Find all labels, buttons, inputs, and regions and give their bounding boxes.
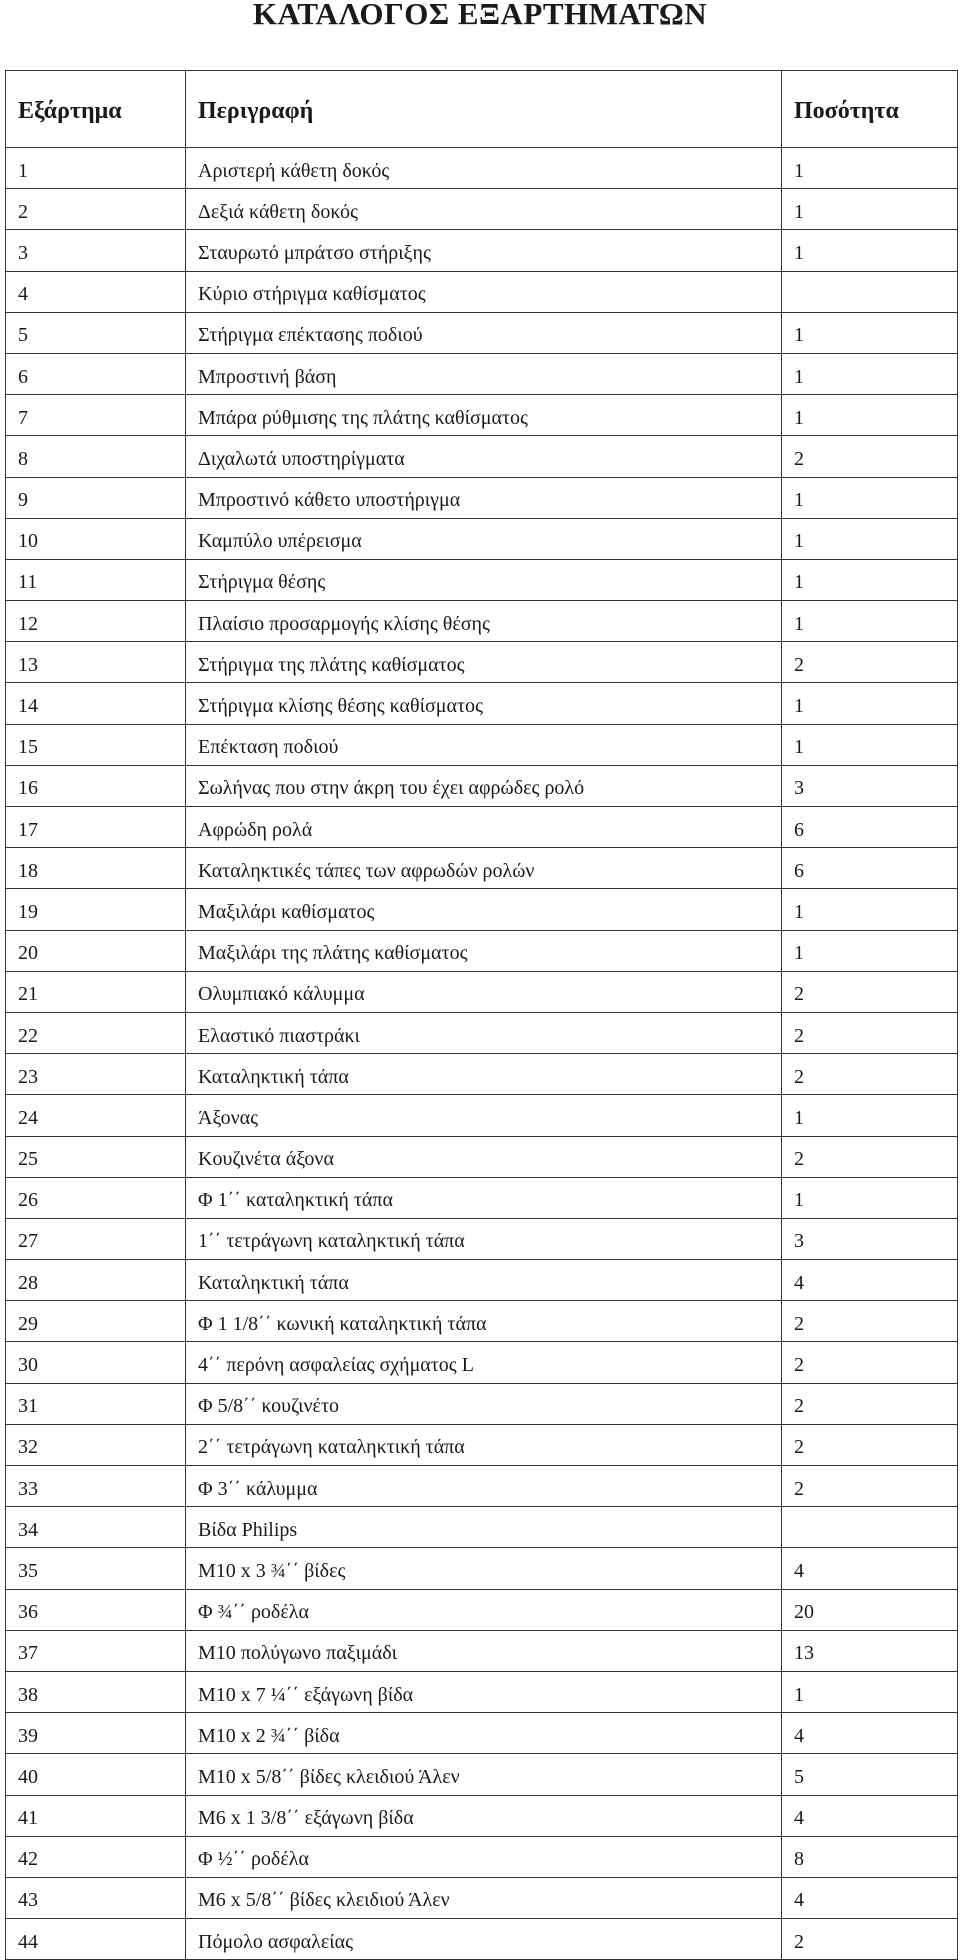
cell-part: 31 (6, 1383, 186, 1424)
cell-description: Φ 3΄΄ κάλυμμα (186, 1466, 782, 1507)
cell-part: 12 (6, 601, 186, 642)
header-quantity: Ποσότητα (782, 71, 958, 148)
cell-part: 9 (6, 477, 186, 518)
cell-description: Στήριγμα της πλάτης καθίσματος (186, 642, 782, 683)
table-row (6, 1012, 958, 1053)
cell-description: Στήριγμα επέκτασης ποδιού (186, 312, 782, 353)
cell-quantity: 2 (782, 1466, 958, 1507)
table-row (6, 1754, 958, 1795)
cell-quantity: 2 (782, 1301, 958, 1342)
table-row (6, 1218, 958, 1259)
cell-quantity: 3 (782, 1218, 958, 1259)
table-row (6, 1466, 958, 1507)
cell-quantity: 1 (782, 395, 958, 436)
cell-description: Μπροστινή βάση (186, 353, 782, 394)
cell-quantity: 1 (782, 353, 958, 394)
table-row (6, 1877, 958, 1918)
cell-quantity: 4 (782, 1713, 958, 1754)
table-row (6, 1919, 958, 1960)
table-row (6, 1301, 958, 1342)
cell-quantity: 1 (782, 559, 958, 600)
cell-quantity: 1 (782, 189, 958, 230)
cell-part: 16 (6, 765, 186, 806)
cell-description: Φ 1 1/8΄΄ κωνική καταληκτική τάπα (186, 1301, 782, 1342)
table-row (6, 1548, 958, 1589)
cell-description: M6 x 1 3/8΄΄ εξάγωνη βίδα (186, 1795, 782, 1836)
cell-quantity: 5 (782, 1754, 958, 1795)
cell-part: 38 (6, 1671, 186, 1712)
cell-quantity: 8 (782, 1836, 958, 1877)
cell-quantity: 2 (782, 1012, 958, 1053)
table-row (6, 1383, 958, 1424)
table-row (6, 1671, 958, 1712)
cell-description: Αριστερή κάθετη δοκός (186, 148, 782, 189)
table-row (6, 1589, 958, 1630)
cell-quantity (782, 1507, 958, 1548)
cell-description: M6 x 5/8΄΄ βίδες κλειδιού Άλεν (186, 1877, 782, 1918)
table-row (6, 1713, 958, 1754)
header-description: Περιγραφή (186, 71, 782, 148)
cell-description: Κύριο στήριγμα καθίσματος (186, 271, 782, 312)
cell-part: 15 (6, 724, 186, 765)
cell-description: 1΄΄ τετράγωνη καταληκτική τάπα (186, 1218, 782, 1259)
header-row (6, 71, 958, 148)
cell-description: Φ ½΄΄ ροδέλα (186, 1836, 782, 1877)
cell-description: Στήριγμα κλίσης θέσης καθίσματος (186, 683, 782, 724)
table-row (6, 1424, 958, 1465)
cell-quantity: 1 (782, 1671, 958, 1712)
cell-quantity: 2 (782, 1919, 958, 1960)
cell-quantity: 2 (782, 1054, 958, 1095)
cell-description: Άξονας (186, 1095, 782, 1136)
cell-part: 40 (6, 1754, 186, 1795)
cell-description: Ελαστικό πιαστράκι (186, 1012, 782, 1053)
table-row (6, 189, 958, 230)
cell-part: 8 (6, 436, 186, 477)
cell-description: Φ 5/8΄΄ κουζινέτο (186, 1383, 782, 1424)
cell-part: 42 (6, 1836, 186, 1877)
cell-part: 21 (6, 971, 186, 1012)
cell-description: M10 x 5/8΄΄ βίδες κλειδιού Άλεν (186, 1754, 782, 1795)
cell-part: 4 (6, 271, 186, 312)
cell-quantity: 1 (782, 230, 958, 271)
cell-part: 18 (6, 848, 186, 889)
table-row (6, 807, 958, 848)
table-row (6, 395, 958, 436)
table-row (6, 765, 958, 806)
cell-part: 22 (6, 1012, 186, 1053)
cell-description: Σταυρωτό μπράτσο στήριξης (186, 230, 782, 271)
cell-part: 13 (6, 642, 186, 683)
table-row (6, 1507, 958, 1548)
cell-part: 5 (6, 312, 186, 353)
table-row (6, 930, 958, 971)
table-row (6, 271, 958, 312)
cell-description: Πλαίσιο προσαρμογής κλίσης θέσης (186, 601, 782, 642)
cell-quantity: 1 (782, 889, 958, 930)
cell-part: 32 (6, 1424, 186, 1465)
table-row (6, 1630, 958, 1671)
cell-description: Σωλήνας που στην άκρη του έχει αφρώδες ρολό (186, 765, 782, 806)
cell-quantity: 4 (782, 1548, 958, 1589)
cell-description: 2΄΄ τετράγωνη καταληκτική τάπα (186, 1424, 782, 1465)
table-row (6, 1136, 958, 1177)
cell-part: 43 (6, 1877, 186, 1918)
cell-quantity: 1 (782, 1177, 958, 1218)
cell-description: Βίδα Philips (186, 1507, 782, 1548)
cell-quantity: 2 (782, 1424, 958, 1465)
cell-part: 19 (6, 889, 186, 930)
cell-part: 10 (6, 518, 186, 559)
table-row (6, 477, 958, 518)
page-title: ΚΑΤΑΛΟΓΟΣ ΕΞΑΡΤΗΜΑΤΩΝ (252, 0, 708, 31)
cell-part: 36 (6, 1589, 186, 1630)
cell-description: Κουζινέτα άξονα (186, 1136, 782, 1177)
table-row (6, 518, 958, 559)
cell-part: 33 (6, 1466, 186, 1507)
cell-part: 30 (6, 1342, 186, 1383)
cell-part: 44 (6, 1919, 186, 1960)
cell-description: M10 x 7 ¼΄΄ εξάγωνη βίδα (186, 1671, 782, 1712)
cell-part: 35 (6, 1548, 186, 1589)
table-body (6, 148, 958, 1960)
cell-part: 39 (6, 1713, 186, 1754)
cell-part: 1 (6, 148, 186, 189)
table-row (6, 148, 958, 189)
table-row (6, 1836, 958, 1877)
cell-quantity: 2 (782, 1136, 958, 1177)
cell-description: 4΄΄ περόνη ασφαλείας σχήματος L (186, 1342, 782, 1383)
table-row (6, 436, 958, 477)
cell-part: 41 (6, 1795, 186, 1836)
cell-description: M10 x 2 ¾΄΄ βίδα (186, 1713, 782, 1754)
cell-quantity: 2 (782, 642, 958, 683)
cell-part: 2 (6, 189, 186, 230)
table-row (6, 971, 958, 1012)
cell-description: Αφρώδη ρολά (186, 807, 782, 848)
table-row (6, 353, 958, 394)
table-row (6, 848, 958, 889)
cell-description: Μαξιλάρι καθίσματος (186, 889, 782, 930)
cell-quantity: 1 (782, 518, 958, 559)
cell-part: 25 (6, 1136, 186, 1177)
table-row (6, 1342, 958, 1383)
table-row (6, 889, 958, 930)
table-row (6, 683, 958, 724)
cell-description: Μαξιλάρι της πλάτης καθίσματος (186, 930, 782, 971)
cell-quantity: 3 (782, 765, 958, 806)
cell-part: 7 (6, 395, 186, 436)
cell-part: 27 (6, 1218, 186, 1259)
cell-part: 23 (6, 1054, 186, 1095)
cell-part: 34 (6, 1507, 186, 1548)
table-row (6, 642, 958, 683)
cell-part: 3 (6, 230, 186, 271)
cell-quantity: 13 (782, 1630, 958, 1671)
cell-part: 11 (6, 559, 186, 600)
cell-description: Καταληκτική τάπα (186, 1260, 782, 1301)
cell-part: 37 (6, 1630, 186, 1671)
cell-description: Μπάρα ρύθμισης της πλάτης καθίσματος (186, 395, 782, 436)
cell-description: Καταληκτική τάπα (186, 1054, 782, 1095)
table-row (6, 230, 958, 271)
cell-part: 24 (6, 1095, 186, 1136)
table-row (6, 1177, 958, 1218)
cell-quantity: 2 (782, 1342, 958, 1383)
cell-description: Δεξιά κάθετη δοκός (186, 189, 782, 230)
cell-quantity: 20 (782, 1589, 958, 1630)
cell-quantity: 4 (782, 1260, 958, 1301)
cell-part: 14 (6, 683, 186, 724)
header-part: Εξάρτημα (6, 71, 186, 148)
cell-description: Διχαλωτά υποστηρίγματα (186, 436, 782, 477)
cell-quantity: 2 (782, 436, 958, 477)
table-row (6, 601, 958, 642)
cell-part: 29 (6, 1301, 186, 1342)
cell-part: 20 (6, 930, 186, 971)
cell-quantity: 1 (782, 930, 958, 971)
table-row (6, 1795, 958, 1836)
cell-description: Μπροστινό κάθετο υποστήριγμα (186, 477, 782, 518)
cell-description: Καμπύλο υπέρεισμα (186, 518, 782, 559)
table-row (6, 559, 958, 600)
cell-description: Φ ¾΄΄ ροδέλα (186, 1589, 782, 1630)
table-header (6, 71, 958, 148)
cell-quantity: 6 (782, 848, 958, 889)
parts-table (5, 70, 958, 1960)
cell-quantity: 6 (782, 807, 958, 848)
cell-quantity: 1 (782, 601, 958, 642)
cell-part: 26 (6, 1177, 186, 1218)
table-row (6, 1260, 958, 1301)
table-row (6, 724, 958, 765)
table-row (6, 1054, 958, 1095)
cell-quantity: 1 (782, 312, 958, 353)
cell-quantity: 1 (782, 683, 958, 724)
cell-part: 28 (6, 1260, 186, 1301)
cell-description: Φ 1΄΄ καταληκτική τάπα (186, 1177, 782, 1218)
cell-description: Πόμολο ασφαλείας (186, 1919, 782, 1960)
cell-description: Επέκταση ποδιού (186, 724, 782, 765)
cell-quantity (782, 271, 958, 312)
cell-description: M10 x 3 ¾΄΄ βίδες (186, 1548, 782, 1589)
cell-quantity: 1 (782, 477, 958, 518)
cell-description: Ολυμπιακό κάλυμμα (186, 971, 782, 1012)
cell-quantity: 4 (782, 1877, 958, 1918)
cell-part: 17 (6, 807, 186, 848)
cell-description: M10 πολύγωνο παξιμάδι (186, 1630, 782, 1671)
cell-part: 6 (6, 353, 186, 394)
cell-quantity: 1 (782, 148, 958, 189)
cell-description: Στήριγμα θέσης (186, 559, 782, 600)
table-row (6, 1095, 958, 1136)
cell-quantity: 1 (782, 724, 958, 765)
cell-quantity: 2 (782, 971, 958, 1012)
cell-quantity: 1 (782, 1095, 958, 1136)
cell-description: Καταληκτικές τάπες των αφρωδών ρολών (186, 848, 782, 889)
cell-quantity: 2 (782, 1383, 958, 1424)
cell-quantity: 4 (782, 1795, 958, 1836)
table-row (6, 312, 958, 353)
